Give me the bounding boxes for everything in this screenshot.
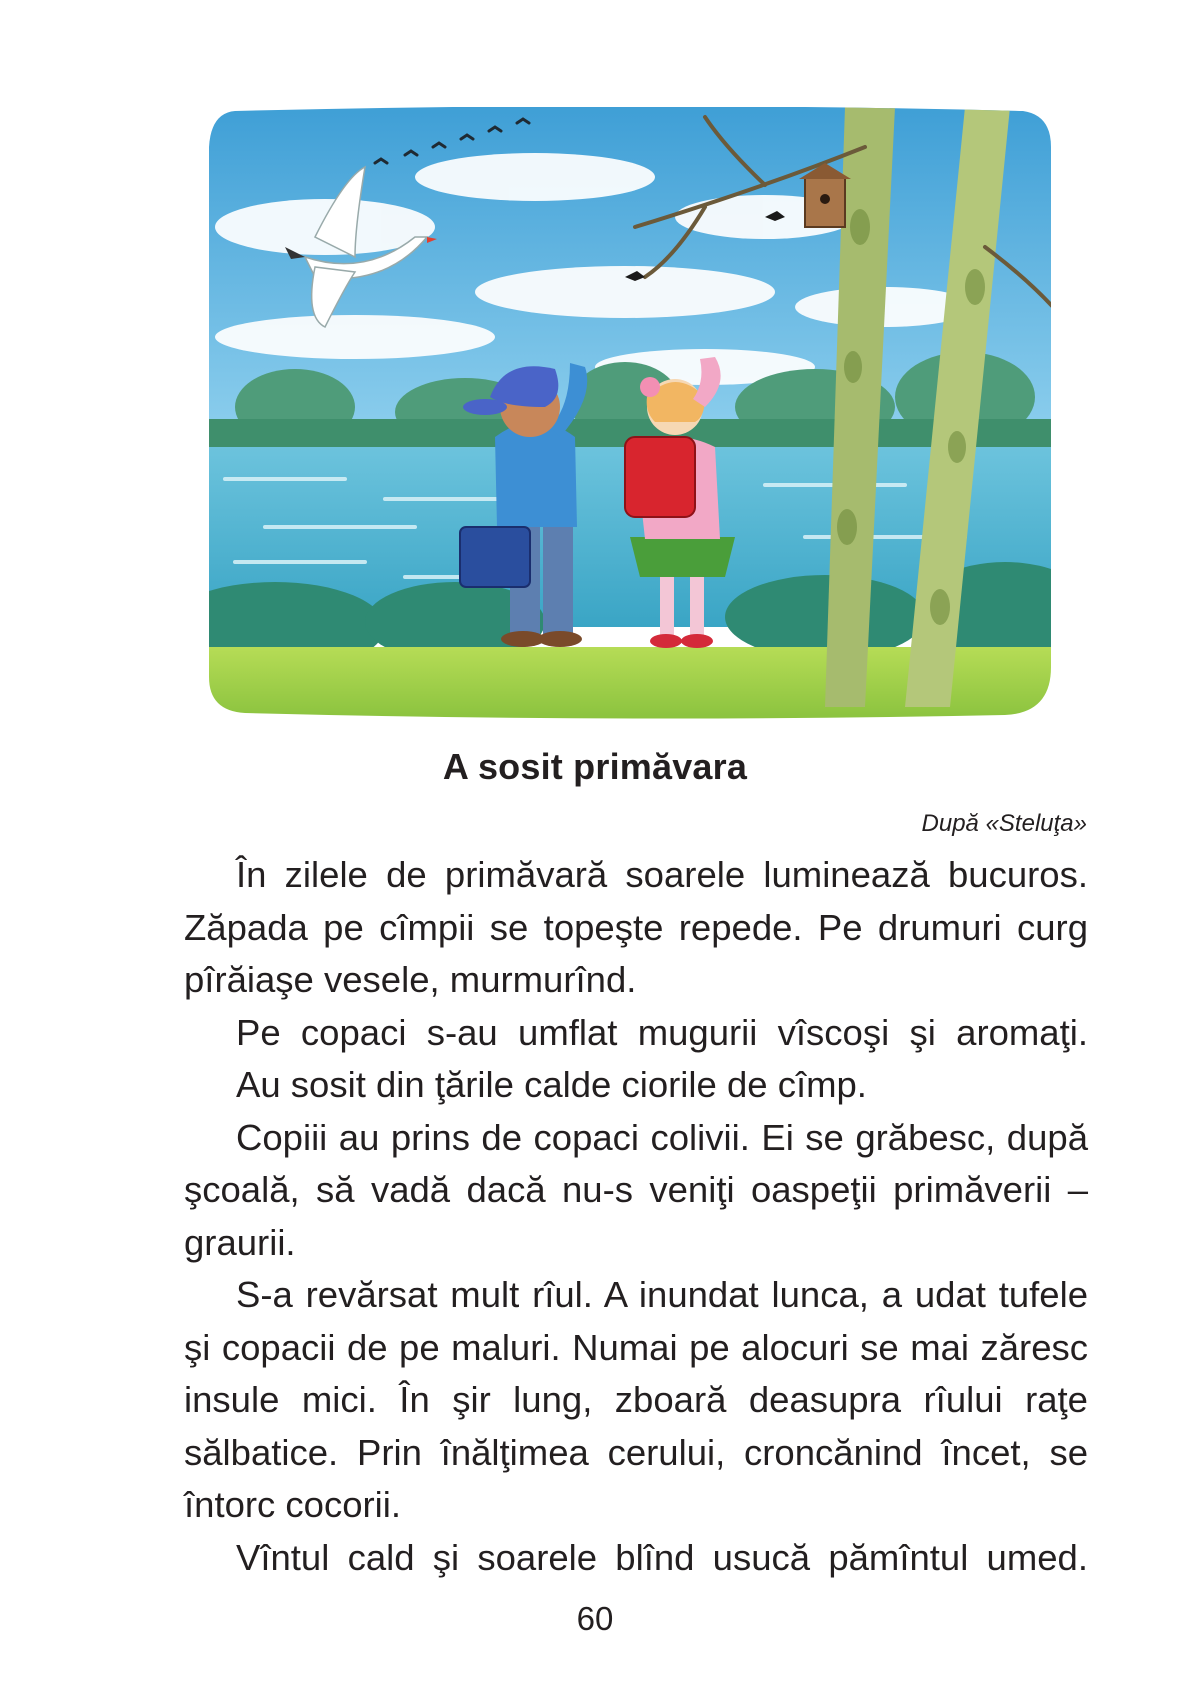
paragraph-6: Vîntul cald şi soarele blînd usucă pămîntul umed. — [236, 1536, 1088, 1578]
paragraph-1: În zilele de primăvară soarele luminează bucuros. Zăpada pe cîmpii se topeşte repede. Pe drumuri curg pîrăiaşe vesele, murmurînd. — [184, 854, 1088, 1000]
story-title: A sosit primăvara — [442, 746, 748, 787]
spring-illustration — [205, 107, 1053, 719]
page-number: 60 — [576, 1600, 614, 1637]
paragraph-4: Copiii au prins de copaci colivii. Ei se grăbesc, după şcoală, să vadă dacă nu-s veniţi oaspeţii primăverii – graurii. — [184, 1116, 1088, 1263]
paragraph-3: Au sosit din ţările calde ciorile de cîmp. — [236, 1064, 867, 1105]
paragraph-2: Pe copaci s-au umflat mugurii vîscoşi şi aromaţi. — [236, 1011, 1088, 1053]
story-text — [184, 849, 1088, 1584]
paragraph-5: S-a revărsat mult rîul. A inundat lunca, a udat tufele şi copacii de pe maluri. Numai pe alocuri se mai zăresc insule mici. În şir lung, zboară deasupra rîului raţe sălbatice. Prin înălţimea cerului, croncănind încet, se întorc cocorii. — [184, 1274, 1088, 1525]
story-source: După «Steluţa» — [921, 810, 1087, 837]
